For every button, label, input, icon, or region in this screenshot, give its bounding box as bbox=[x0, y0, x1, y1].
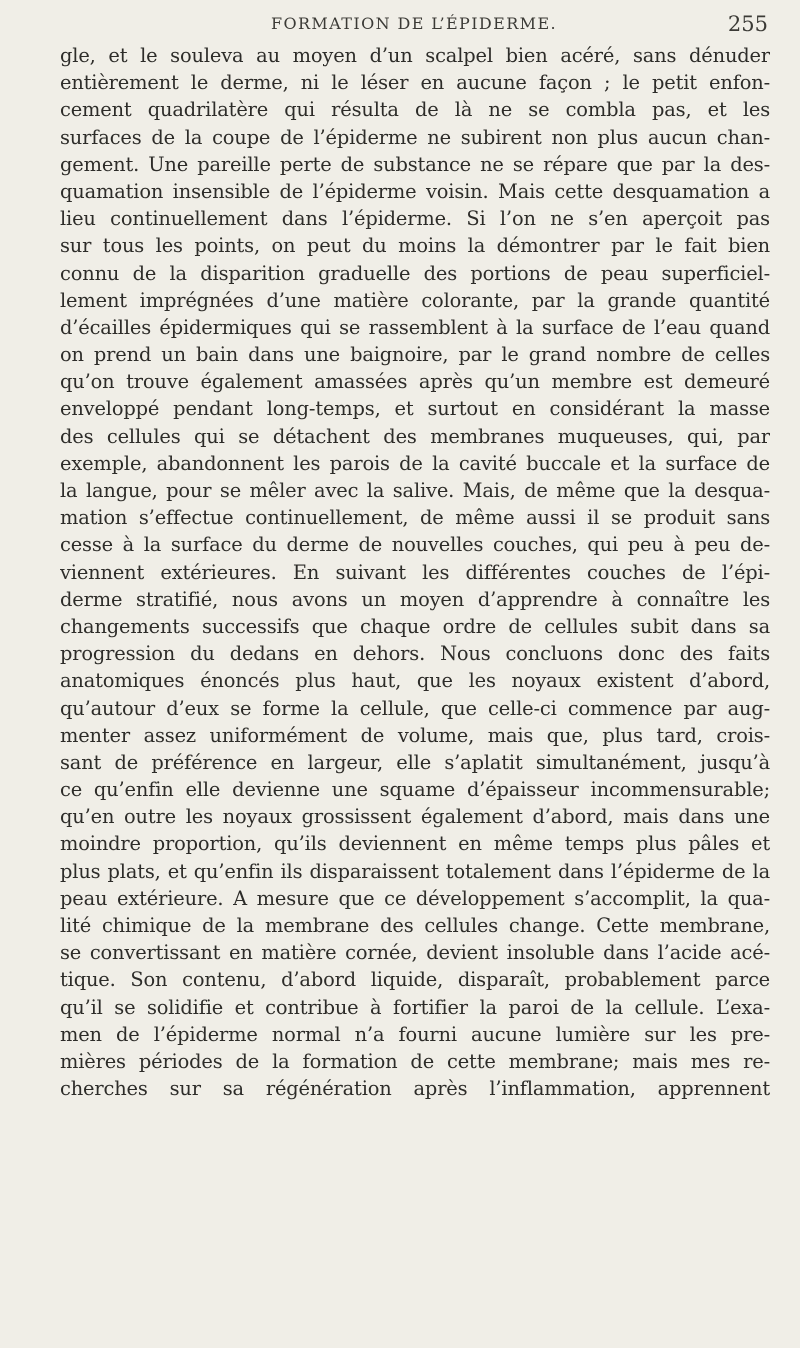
text-line: surfaces de la coupe de l’épiderme ne subirent non plus aucun chan- bbox=[60, 125, 770, 149]
text-line: gement. Une pareille perte de substance ne se répare que par la des- bbox=[60, 152, 770, 176]
text-line: derme stratifié, nous avons un moyen d’apprendre à connaître les bbox=[60, 587, 770, 611]
page-number: 255 bbox=[727, 12, 768, 36]
text-line: quamation insensible de l’épiderme voisin. Mais cette desquamation a bbox=[60, 179, 770, 203]
text-line: mation s’effectue continuellement, de même aussi il se produit sans bbox=[60, 506, 770, 530]
text-line: tique. Son contenu, d’abord liquide, disparaît, probablement parce bbox=[60, 968, 770, 992]
text-line: menter assez uniformément de volume, mais que, plus tard, crois- bbox=[60, 723, 770, 747]
text-line: progression du dedans en dehors. Nous concluons donc des faits bbox=[60, 642, 770, 666]
text-line: sur tous les points, on peut du moins la démontrer par le fait bien bbox=[60, 234, 770, 258]
text-line: enveloppé pendant long-temps, et surtout en considérant la masse bbox=[60, 397, 770, 421]
text-line: men de l’épiderme normal n’a fourni aucune lumière sur les pre- bbox=[60, 1022, 770, 1046]
text-line: anatomiques énoncés plus haut, que les noyaux existent d’abord, bbox=[60, 669, 770, 693]
text-line: qu’on trouve également amassées après qu’un membre est demeuré bbox=[60, 370, 770, 394]
text-line: qu’en outre les noyaux grossissent également d’abord, mais dans une bbox=[60, 805, 770, 829]
text-line: exemple, abandonnent les parois de la cavité buccale et la surface de bbox=[60, 451, 770, 475]
text-line: la langue, pour se mêler avec la salive. Mais, de même que la desqua- bbox=[60, 479, 770, 502]
text-line: entièrement le derme, ni le léser en aucune façon ; le petit enfon- bbox=[60, 71, 770, 95]
text-line: plus plats, et qu’enfin ils disparaissent totalement dans l’épiderme de la bbox=[60, 859, 770, 883]
text-line: lieu continuellement dans l’épiderme. Si l’on ne s’en aperçoit pas bbox=[60, 207, 770, 231]
text-line: qu’autour d’eux se forme la cellule, que celle-ci commence par aug- bbox=[60, 696, 770, 720]
text-line: lité chimique de la membrane des cellules change. Cette membrane, bbox=[60, 914, 770, 937]
text-line: peau extérieure. A mesure que ce développement s’accomplit, la qua- bbox=[60, 886, 770, 910]
text-line: moindre proportion, qu’ils deviennent en même temps plus pâles et bbox=[60, 832, 770, 856]
text-line: cherches sur sa régénération après l’inflammation, apprennent bbox=[60, 1077, 770, 1101]
text-line: cement quadrilatère qui résulta de là ne se combla pas, et les bbox=[60, 98, 770, 122]
text-line: changements successifs que chaque ordre de cellules subit dans sa bbox=[60, 614, 770, 638]
text-line: lement imprégnées d’une matière colorante, par la grande quantité bbox=[60, 288, 770, 312]
text-line: se convertissant en matière cornée, devient insoluble dans l’acide acé- bbox=[60, 941, 770, 965]
body-text bbox=[60, 42, 770, 1102]
text-line: mières périodes de la formation de cette membrane; mais mes re- bbox=[60, 1049, 770, 1073]
text-line: d’écailles épidermiques qui se rassemblent à la surface de l’eau quand bbox=[60, 315, 770, 339]
text-line: viennent extérieures. En suivant les différentes couches de l’épi- bbox=[60, 560, 770, 584]
text-line: des cellules qui se détachent des membranes muqueuses, qui, par bbox=[60, 424, 770, 448]
running-header bbox=[60, 4, 768, 44]
text-line: ce qu’enfin elle devienne une squame d’épaisseur incommensurable; bbox=[60, 778, 770, 802]
text-line: cesse à la surface du derme de nouvelles couches, qui peu à peu de- bbox=[60, 533, 770, 557]
text-line: sant de préférence en largeur, elle s’aplatit simultanément, jusqu’à bbox=[60, 750, 770, 774]
text-line: gle, et le souleva au moyen d’un scalpel bien acéré, sans dénuder bbox=[60, 44, 770, 67]
text-line: on prend un bain dans une baignoire, par le grand nombre de celles bbox=[60, 343, 770, 367]
running-title: FORMATION DE L’ÉPIDERME. bbox=[270, 14, 558, 33]
text-line: qu’il se solidifie et contribue à fortifier la paroi de la cellule. L’exa- bbox=[60, 995, 770, 1019]
text-line: connu de la disparition graduelle des portions de peau superficiel- bbox=[60, 261, 770, 285]
